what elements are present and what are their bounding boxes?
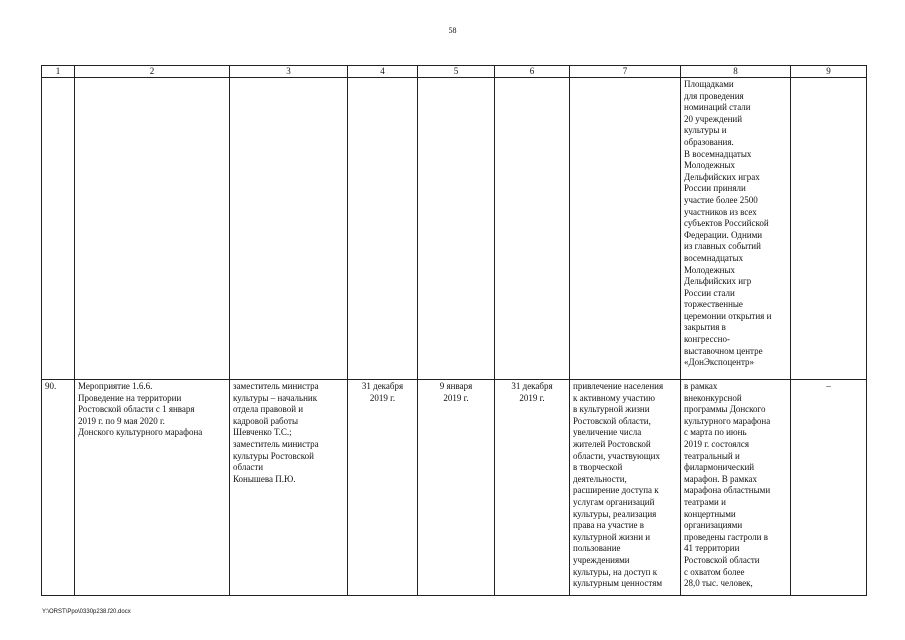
- column-header: 6: [495, 66, 570, 78]
- column-header: 3: [230, 66, 348, 78]
- column-header: 1: [42, 66, 75, 78]
- column-header: 2: [75, 66, 230, 78]
- table-cell: [495, 78, 570, 380]
- document-path-footer: Y:\ORST\Ppo\0330p238.f20.docx: [42, 609, 131, 615]
- table-cell: [230, 78, 348, 380]
- table-cell: [570, 78, 681, 380]
- table-cell: [75, 78, 230, 380]
- actual-end-date: 31 декабря 2019 г.: [495, 380, 570, 596]
- table-cell: [348, 78, 418, 380]
- table-row-continuation: [42, 78, 867, 380]
- table-cell: [791, 78, 867, 380]
- column-header: 5: [418, 66, 495, 78]
- table-cell: [418, 78, 495, 380]
- table-row-90: [42, 380, 867, 596]
- column-header: 7: [570, 66, 681, 78]
- row-number: 90.: [42, 380, 75, 596]
- page-number: 58: [448, 26, 457, 35]
- responsible-persons: заместитель министра культуры – начальник отдела правовой и кадровой работы Шевченко Т.С.; заместитель министра культуры Ростовской области Конышева П.Ю.: [230, 380, 348, 596]
- table-cell: [42, 78, 75, 380]
- actual-start-date: 9 января 2019 г.: [418, 380, 495, 596]
- planned-end-date: 31 декабря 2019 г.: [348, 380, 418, 596]
- column-number-header: [42, 66, 867, 78]
- achieved-result: в рамках внеконкурсной программы Донского культурного марафона с марта по июнь 2019 г. состоялся театральный и филармонический марафон. В рамках марафона областными театрами и концертными организациями проведены гастроли в 41 территории Ростовской области с охватом более 28,0 тыс. человек,: [681, 380, 791, 596]
- column-header: 4: [348, 66, 418, 78]
- notes-cell: –: [791, 380, 867, 596]
- expected-result: привлечение населения к активному участию в культурной жизни Ростовской области, увеличение числа жителей Ростовской области, участвующих в творческой деятельности, расширение доступа к услугам организаций культуры, реализация права на участие в культурной жизни и пользование учреждениями культуры, на доступ к культурным ценностям: [570, 380, 681, 596]
- column-header: 9: [791, 66, 867, 78]
- result-text-continued: Площадками для проведения номинаций стали 20 учреждений культуры и образования. В восемнадцатых Молодежных Дельфийских играх России приняли участие более 2500 участников из всех субъектов Российской Федерации. Одними из главных событий восемнадцатых Молодежных Дельфийских игр России стали торжественные церемонии открытия и закрытия в конгрессно- выставочном центре «ДонЭкспоцентр»: [681, 78, 791, 380]
- report-table: [41, 65, 867, 596]
- column-header: 8: [681, 66, 791, 78]
- event-description: Мероприятие 1.6.6. Проведение на территории Ростовской области с 1 января 2019 г. по 9 мая 2020 г. Донского культурного марафона: [75, 380, 230, 596]
